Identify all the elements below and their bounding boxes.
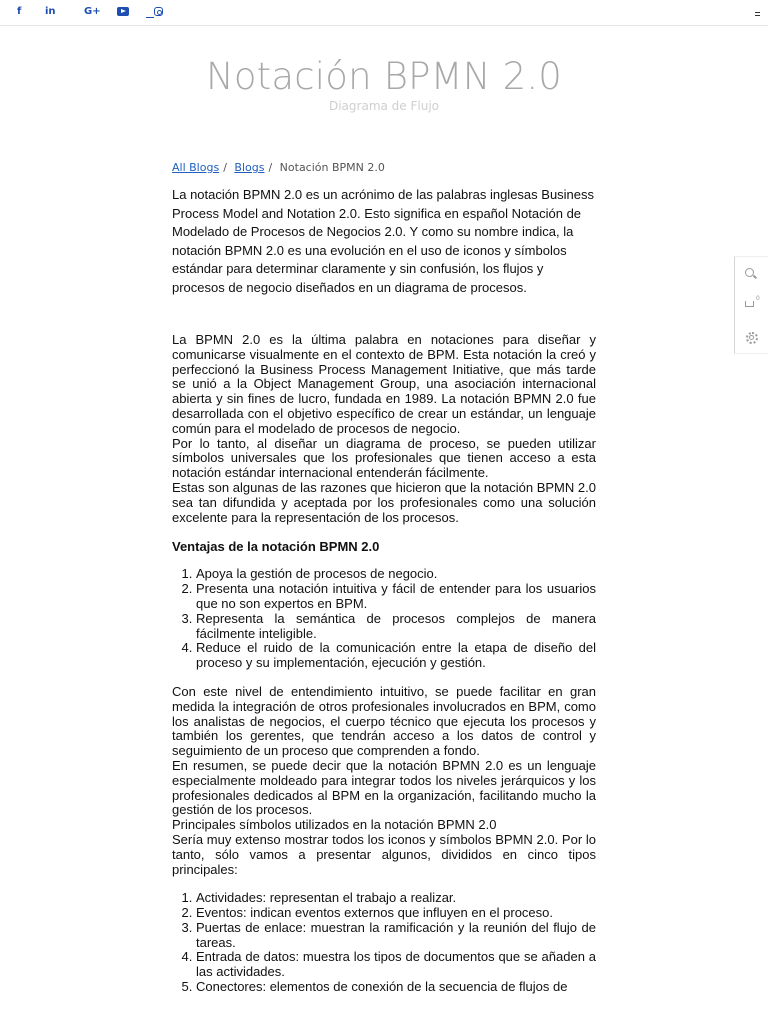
instagram-icon[interactable] [146,5,164,19]
gear-icon[interactable] [744,330,758,344]
facebook-icon[interactable]: f [17,6,22,17]
list-item: 2. Eventos: indican eventos externos que influyen en el proceso. [196,906,596,921]
list-item: 3. Representa la semántica de procesos complejos de manera fácilmente inteligible. [196,612,596,642]
symbols-heading: Principales símbolos utilizados en la notación BPMN 2.0 [172,817,497,833]
menu-icon[interactable] [755,12,760,18]
list-item: 2. Presenta una notación intuitiva y fácil de entender para los usuarios que no son expertos en BPM. [196,582,596,612]
article-paragraph: La BPMN 2.0 es la última palabra en notaciones para diseñar y comunicarse visualmente en el contexto de BPM. Esta notación la creó y perfeccionó la Business Process Management Initiative, que más tarde se unió a la Object Management Group, una asociación internacional abierta y sin fines de lucro, fundada en 1989. La notación BPMN 2.0 fue desarrollada con el objetivo específico de crear un estándar, un lenguaje común para el modelado de procesos de negocio. [172,332,596,436]
linkedin-icon[interactable]: in [45,6,56,17]
breadcrumb [172,161,385,174]
cart-icon[interactable] [744,295,760,312]
search-icon[interactable] [744,267,758,281]
article-paragraph: En resumen, se puede decir que la notación BPMN 2.0 es un lenguaje especialmente moldeado para integrar todos los niveles jerárquicos y los profesionales dedicados al BPM en la organización, facilitando mucho la gestión de los procesos. [172,757,596,818]
google-plus-icon[interactable]: G+ [84,6,101,17]
breadcrumb-separator: / [268,161,273,174]
article-paragraph: Por lo tanto, al diseñar un diagrama de proceso, se pueden utilizar símbolos universales que los profesionales que tienen acceso a esta notación estándar internacional entenderán fácilmente. [172,435,596,481]
breadcrumb-separator: / [223,161,227,174]
article-intro: La notación BPMN 2.0 es un acrónimo de las palabras inglesas Business Process Model and Notation 2.0. Esto significa en español Notación de Modelado de Procesos de Negocios 2.0. Y como su nombre indica, la notación BPMN 2.0 es una evolución en el uso de iconos y símbolos estándar para determinar claramente y sin confusión, los flujos y procesos de negocio diseñados en un diagrama de procesos. [172,187,595,295]
list-item: 4. Reduce el ruido de la comunicación entre la etapa de diseño del proceso y su implementación, ejecución y gestión. [196,641,596,671]
advantages-list [172,567,596,671]
cart-count: 0 [756,295,760,302]
breadcrumb-all-blogs[interactable]: All Blogs [172,161,220,174]
list-item: 3. Puertas de enlace: muestran la ramificación y la reunión del flujo de tareas. [196,921,596,951]
youtube-icon[interactable] [117,7,129,16]
list-item: 4. Entrada de datos: muestra los tipos de documentos que se añaden a las actividades. [196,950,596,980]
breadcrumb-blogs[interactable]: Blogs [234,161,265,174]
top-social-bar [0,0,768,26]
list-item: 5. Conectores: elementos de conexión de la secuencia de flujos de [196,980,596,995]
page-title: Notación BPMN 2.0 [205,55,563,98]
advantages-heading: Ventajas de la notación BPMN 2.0 [172,539,380,555]
symbols-list [172,891,596,995]
page-subtitle: Diagrama de Flujo [328,99,440,113]
article-paragraph: Con este nivel de entendimiento intuitivo, se puede facilitar en gran medida la integración de otros profesionales involucrados en BPM, como los analistas de negocios, el cuerpo técnico que ejecuta los procesos y también los gerentes, que tendrán acceso a los datos de control y seguimiento de un proceso que comprenden a fondo. [172,683,596,759]
list-item: 1. Actividades: representan el trabajo a realizar. [196,891,596,906]
right-tool-rail [734,256,768,354]
list-item: 1. Apoya la gestión de procesos de negocio. [196,567,596,582]
article-body [172,186,596,995]
breadcrumb-current: Notación BPMN 2.0 [279,161,385,174]
article-paragraph: Estas son algunas de las razones que hicieron que la notación BPMN 2.0 sea tan difundida y aceptada por los profesionales como una solución excelente para la representación de los procesos. [172,479,596,525]
article-paragraph: Sería muy extenso mostrar todos los iconos y símbolos BPMN 2.0. Por lo tanto, sólo vamos a presentar algunos, divididos en cinco tipos principales: [172,831,596,877]
